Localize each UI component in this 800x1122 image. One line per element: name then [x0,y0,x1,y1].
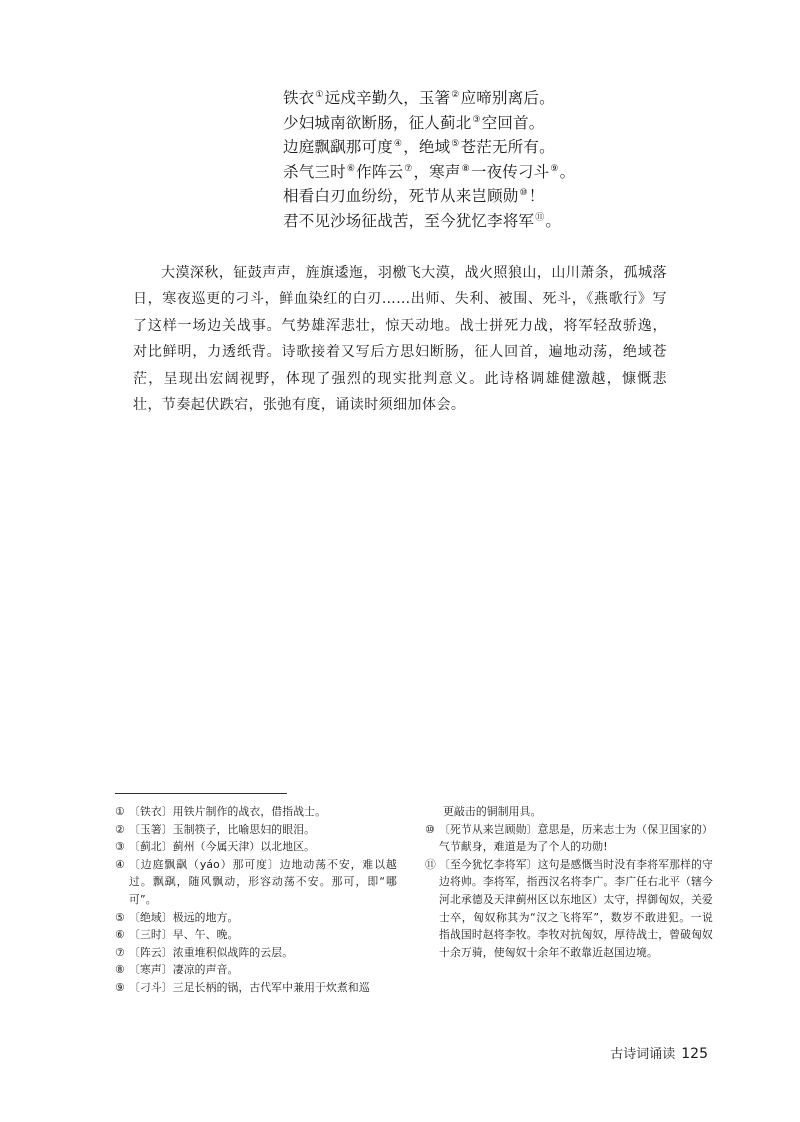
poem-text: 远戍辛勤久，玉箸 [324,89,451,107]
footnote-text: 〔玉箸〕玉制筷子，比喻思妇的眼泪。 [129,822,316,836]
footnote-text: 〔绝域〕极远的地方。 [129,910,239,924]
poem [283,86,623,234]
footnote-marker: ④ [393,139,403,150]
section-title: 古诗词诵读 [610,1047,676,1062]
footnote-marker: ⑦ [404,163,413,174]
footnote-number: ⑦ [115,945,125,959]
footnote-marker: ③ [472,114,481,125]
poem-text: 铁衣 [283,89,315,107]
footnote-continuation: 更敲击的铜制用具。 [443,805,542,818]
footnote-divider [115,793,287,794]
footnote-number: ⑨ [115,980,125,994]
footnote-number: ④ [115,857,125,871]
poem-line [283,184,623,209]
footnote-marker: ⑧ [461,163,470,174]
footnote [115,926,397,944]
footnote-text: 〔边庭飘飖（yáo）那可度〕边地动荡不安，难以越过。飘飖，随风飘动，形容动荡不安。那可，即“哪可”。 [129,857,397,906]
page-number: 125 [681,1046,708,1062]
poem-line [283,160,623,185]
footnote-text: 〔死节从来岂顾勋〕意思是，历来志士为（保卫国家的）气节献身，难道是为了个人的功勋! [439,822,713,854]
commentary-paragraph: 大漠深秋，钲鼓声声，旌旗逶迤，羽檄飞大漠，战火照狼山，山川萧条，孤城落日，寒夜巡更的刁斗，鲜血染红的白刃……出师、失利、被围、死斗，《燕歌行》写了这样一场边关战事。气势雄浑悲壮，惊天动地。战士拼死力战，将军轻敌骄逸，对比鲜明，力透纸背。诗歌接着又写后方思妇断肠，征人回首，遍地动荡，绝域苍茫，呈现出宏阔视野，体现了强烈的现实批判意义。此诗格调雄健激越，慷慨悲壮，节奏起伏跌宕，张弛有度，诵读时须细加体会。 [133,265,667,414]
poem-text: 君不见沙场征战苦，至今犹忆李将军 [283,211,535,230]
footnote [115,838,397,856]
footnote [115,961,397,979]
footnotes-right-column [425,803,713,961]
poem-line [283,209,623,234]
poem-text: ，绝域 [403,138,451,157]
footnote-marker: ⑩ [519,188,528,199]
poem-text: 边庭飘飖那可度 [283,138,393,157]
footnote-marker: ⑪ [535,212,545,223]
poem-text: 。 [545,211,562,230]
footnote [115,821,397,839]
footnote [115,803,397,821]
footnote-number: ⑩ [425,822,435,836]
footnote-text: 〔蓟北〕蓟州（今属天津）以北地区。 [129,840,316,854]
footnote-number: ③ [115,840,125,854]
page-footer [610,1043,708,1062]
poem-text: 。 [559,162,576,181]
poem-text: 一夜传刁斗 [470,162,550,181]
poem-text: 苍茫无所有。 [460,138,555,157]
footnote-marker: ② [451,90,460,100]
footnote-text: 〔阵云〕浓重堆积似战阵的云层。 [129,945,294,959]
poem-text: 应啼别离后。 [460,89,555,107]
footnote-marker: ⑤ [451,139,460,150]
poem-text: ，寒声 [413,162,461,181]
footnote [425,856,713,962]
footnotes-left-column [115,803,397,997]
footnote-text: 〔三时〕早、午、晚。 [129,928,239,942]
footnote-text: 〔寒声〕凄凉的声音。 [129,963,239,977]
poem-text: 杀气三时 [283,162,346,181]
footnote-text: 〔铁衣〕用铁片制作的战衣，借指战士。 [129,805,327,818]
footnote-marker: ① [315,90,324,100]
footnote-number: ① [115,805,125,818]
footnote-text: 〔至今犹忆李将军〕这句是感慨当时没有李将军那样的守边将帅。李将军，指西汉名将李广。李广任右北平（辖今河北承德及天津蓟州区以东地区）太守，捍御匈奴，关爱士卒，匈奴称其为“汉之飞将军”，数岁不敢进犯。一说指战国时赵将李牧。李牧对抗匈奴，厚待战士，曾破匈奴十余万骑，使匈奴十余年不敢靠近赵国边境。 [439,857,713,959]
footnote-number: ② [115,822,125,836]
poem-text: 空回首。 [481,113,545,132]
poem-text: 少妇城南欲断肠，征人蓟北 [283,113,472,132]
poem-text: 作阵云 [356,162,404,181]
footnote-number: ⑥ [115,928,125,942]
footnote [115,979,397,997]
poem-text: ！ [528,187,545,206]
footnote [425,821,713,856]
poem-text: 相看白刃血纷纷，死节从来岂顾勋 [283,187,519,206]
footnote-number: ⑧ [115,963,125,977]
footnote-marker: ⑨ [550,163,559,174]
footnote [115,856,397,909]
footnote [115,944,397,962]
footnote-number: ⑪ [425,857,436,871]
poem-line [283,86,623,111]
footnote [115,909,397,927]
poem-line [283,135,623,160]
poem-line [283,111,623,136]
footnote-marker: ⑥ [346,163,356,174]
footnote-number: ⑤ [115,910,125,924]
footnote-text: 〔刁斗〕三足长柄的锅，古代军中兼用于炊煮和巡 [129,980,370,994]
